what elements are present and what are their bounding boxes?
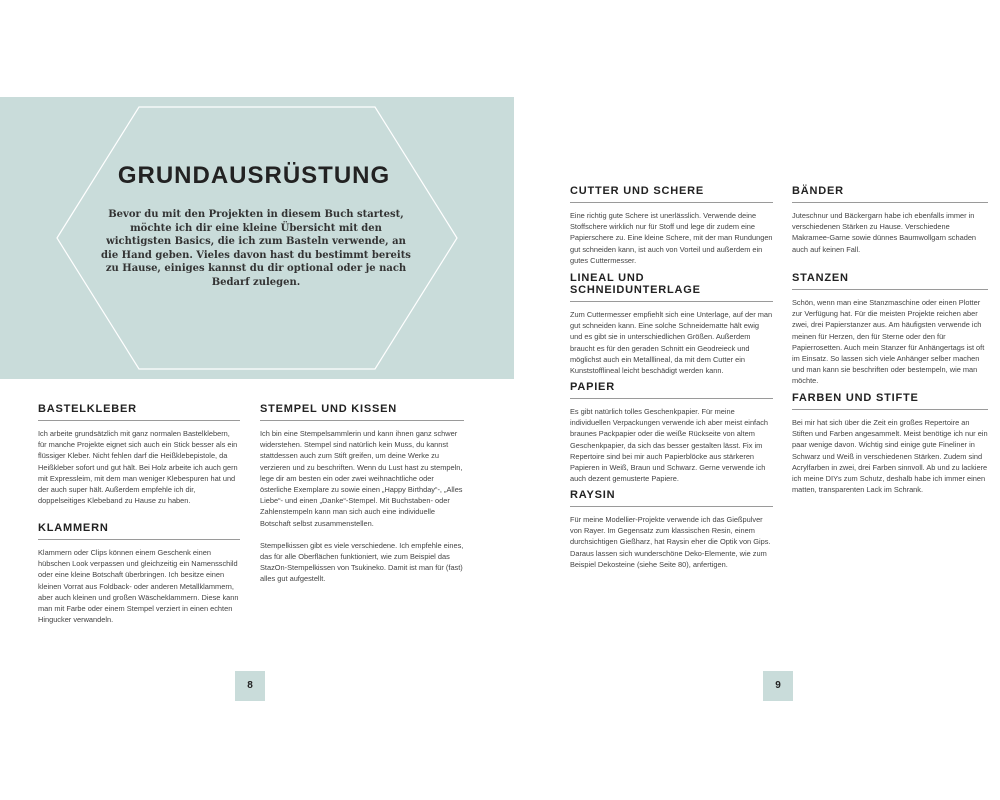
section-text: Eine richtig gute Schere ist unerlässlich. Verwende deine Stoffschere wirklich nur für Stoff und lege dir zudem eine Papierschere zu. Eine kleine Schere, mit der man Rundungen gut schneiden kann, ist auch von Vorteil und außerdem ein gutes Cuttermesser. — [570, 211, 773, 265]
section-lineal — [570, 272, 773, 376]
section-text: Juteschnur und Bäckergarn habe ich ebenfalls immer in verschiedenen Stärken zu Hause. Verschiedene Makramee-Garne sowie dünnes Baumwollgarn schaden auch auf keinen Fall. — [792, 211, 977, 254]
section-text: Klammern oder Clips können einem Geschenk einen hübschen Look verpassen und gleichzeitig ein Namensschild oder eine kleine Botschaft überbringen. Ich besitze einen kleinen Vorrat aus Foldback- oder anderen Metallklammern, aber auch kleinen und großen Wäscheklammern. Diese kann man mit Farbe oder einem Stempel verziert in einen echten Hingucker verwandeln. — [38, 548, 239, 625]
section-text: Schön, wenn man eine Stanzmaschine oder einen Plotter zur Verfügung hat. Für die meisten Projekte reichen aber zwei, drei Papierstanzer aus. Am häufigsten verwende ich meinen für Herzen, den für Sterne oder den für Papierrosetten. Auch mein Stanzer für Anhängertags ist oft im Einsatz. So lassen sich viele Anhänger selber machen und man kann sie beschriften oder bestempeln, wie man möchte. — [792, 298, 985, 386]
section-papier — [570, 381, 773, 484]
section-stanzen — [792, 272, 988, 387]
section-cutter — [570, 185, 773, 266]
section-heading: LINEAL UND SCHNEIDUNTERLAGE — [570, 272, 773, 302]
section-heading: STANZEN — [792, 272, 988, 290]
section-heading: RAYSIN — [570, 489, 773, 507]
section-heading: BASTELKLEBER — [38, 403, 240, 421]
section-raysin — [570, 489, 773, 570]
section-klammern — [38, 522, 240, 625]
section-bastelkleber — [38, 403, 240, 506]
section-text: Ich arbeite grundsätzlich mit ganz normalen Bastelklebern, für manche Projekte eignet sich auch ein Stick besser als ein flüssiger Kleber. Nicht fehlen darf die Heißklebepistole, da Heißkleber sofort und gut hält. Bei Holz arbeite ich auch gern mit Expressleim, mit dem man weniger Klebespuren hat und der auch super hält. Außerdem empfehle ich dir, doppelseitiges Klebeband zu Hause zu haben. — [38, 429, 238, 506]
section-text: Stempelkissen gibt es viele verschiedene. Ich empfehle eines, das für alle Oberflächen funktioniert, wie zum Beispiel das StazOn-Stempelkissen von Tsukineko. Damit ist man für (fast) alles gut aufgestellt. — [260, 540, 464, 584]
section-text: Zum Cuttermesser empfiehlt sich eine Unterlage, auf der man gut schneiden kann. Eine solche Schneidematte hält ewig und es gibt sie in unterschiedlichen Größen. Außerdem braucht es für den geraden Schnitt ein Geodreieck und möglichst auch ein Metalllineal, da mit dem Cutter ein Kunststofflineal leicht beschädigt werden kann. — [570, 310, 773, 376]
section-text: Bei mir hat sich über die Zeit ein großes Repertoire an Stiften und Farben angesammelt. Meist benötige ich nur ein paar wenige davon. Wichtig sind einige gute Fineliner in Schwarz und Weiß in verschiedenen Stärken. Zudem sind Acrylfarben in zwei, drei Farben sinnvoll. Ab und zu lackiere ich meine DIYs zum Schutz, deshalb habe ich immer einen matten, transparenten Lack im Schrank. — [792, 418, 988, 495]
section-heading: PAPIER — [570, 381, 773, 399]
page-number: 9 — [763, 671, 793, 701]
section-text: Ich bin eine Stempelsammlerin und kann ihnen ganz schwer widerstehen. Stempel sind natürlich kein Muss, du kannst stattdessen auch zum Stift greifen, um deine Werke zu verzieren und zu beschriften. Wenn du Lust hast zu stempeln, lege dir am besten ein oder zwei weihnachtliche oder österliche Exemplare zu sowie einen „Happy Birthday“-, „Alles Liebe“- und einen „Danke“-Stempel. Mit Buchstaben- oder Zahlenstempeln kann man sich auch eine individuelle Botschaft selbst zusammenstellen. — [260, 429, 463, 528]
section-text: Es gibt natürlich tolles Geschenkpapier. Für meine individuellen Verpackungen verwende ich aber meist einfach braunes Packpapier oder die weiße Rückseite von altem Geschenkpapier, da sich das besser gestalten lässt. Fix im Repertoire sind bei mir auch Papierblöcke aus stärkeren Papieren in Weiß, Braun und Schwarz. Gerne verwende ich auch dezent gemusterte Papiere. — [570, 407, 769, 484]
right-page — [500, 0, 1000, 800]
section-farben — [792, 392, 988, 495]
section-heading: STEMPEL UND KISSEN — [260, 403, 464, 421]
section-heading: KLAMMERN — [38, 522, 240, 540]
page-number: 8 — [235, 671, 265, 701]
section-text: Für meine Modellier-Projekte verwende ich das Gießpulver von Rayer. Im Gegensatz zum klassischen Resin, einem durchsichtigen Gießharz, hat Raysin eher die Optik von Gips. Daraus lassen sich wunderschöne Deko-Elemente, wie zum Beispiel Dekosteine (siehe Seite 80), anfertigen. — [570, 515, 771, 569]
intro-text: Bevor du mit den Projekten in diesem Buch startest, möchte ich dir eine kleine Übersicht mit den wichtigsten Basics, die ich zum Basteln verwende, an die Hand geben. Vieles davon hast du bestimmt bereits zu Hause, einiges kannst du dir optional oder je nach Bedarf zulegen. — [101, 209, 411, 288]
section-baender — [792, 185, 988, 255]
section-stempel — [260, 403, 464, 585]
section-heading: CUTTER UND SCHERE — [570, 185, 773, 203]
section-heading: FARBEN UND STIFTE — [792, 392, 988, 410]
page-title: GRUNDAUSRÜSTUNG — [117, 162, 391, 189]
section-heading: BÄNDER — [792, 185, 988, 203]
